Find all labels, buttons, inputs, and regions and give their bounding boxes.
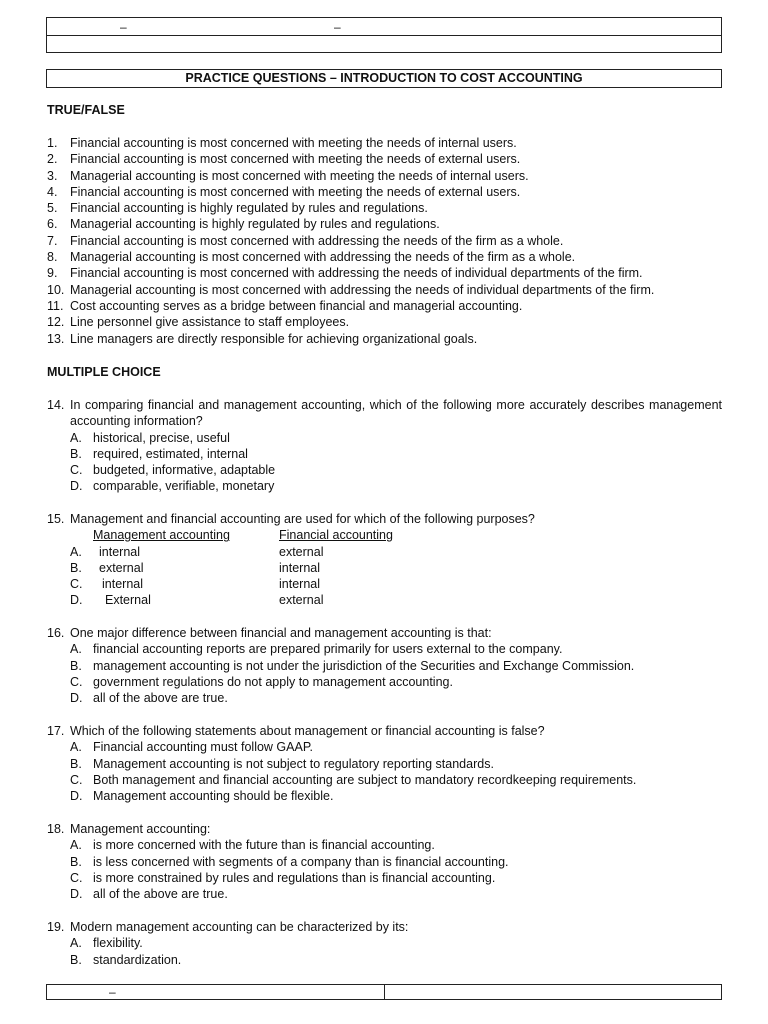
table-row bbox=[47, 544, 722, 560]
option-text: Financial accounting must follow GAAP. bbox=[93, 740, 314, 755]
question-text: Which of the following statements about management or financial accounting is false? bbox=[70, 724, 545, 738]
header-row-top bbox=[46, 17, 722, 36]
item-number: 6. bbox=[47, 217, 58, 232]
option-text: standardization. bbox=[93, 952, 182, 967]
cell-management: External bbox=[105, 593, 151, 608]
option-c bbox=[47, 772, 722, 788]
option-letter: D. bbox=[70, 789, 83, 804]
item-text: Financial accounting is most concerned with meeting the needs of external users. bbox=[70, 184, 521, 199]
option-text: Management accounting should be flexible. bbox=[93, 789, 334, 804]
item-text: Managerial accounting is most concerned with addressing the needs of the firm as a whole. bbox=[70, 250, 576, 265]
option-letter: C. bbox=[70, 772, 83, 787]
option-text: required, estimated, internal bbox=[93, 446, 248, 461]
option-letter: C. bbox=[70, 674, 83, 689]
item-text: Financial accounting is most concerned with meeting the needs of internal users. bbox=[70, 136, 517, 150]
question-text: In comparing financial and management accounting, which of the following more accurately describes management accounting information? bbox=[70, 398, 722, 429]
page-title: PRACTICE QUESTIONS – INTRODUCTION TO COST ACCOUNTING bbox=[46, 69, 722, 88]
option-a bbox=[47, 935, 722, 951]
option-a bbox=[47, 641, 722, 657]
item-number: 10. bbox=[47, 282, 65, 297]
question-number: 18. bbox=[47, 822, 65, 836]
item-text: Financial accounting is highly regulated by rules and regulations. bbox=[70, 201, 428, 216]
item-text: Cost accounting serves as a bridge between financial and managerial accounting. bbox=[70, 298, 523, 313]
item-number: 13. bbox=[47, 331, 65, 346]
item-number: 2. bbox=[47, 152, 58, 167]
option-a bbox=[47, 739, 722, 755]
item-text: Line personnel give assistance to staff employees. bbox=[70, 315, 350, 330]
table-row bbox=[47, 576, 722, 592]
item-number: 11. bbox=[47, 298, 64, 313]
cell-financial: external bbox=[279, 593, 324, 608]
list-item bbox=[47, 168, 722, 184]
item-number: 1. bbox=[47, 136, 58, 150]
option-d bbox=[47, 788, 722, 804]
footer-cell-right bbox=[384, 984, 722, 1000]
item-text: Financial accounting is most concerned with meeting the needs of external users. bbox=[70, 152, 521, 167]
option-text: all of the above are true. bbox=[93, 691, 228, 706]
column-header-management bbox=[93, 527, 279, 543]
cell-financial: internal bbox=[279, 560, 320, 575]
question-number: 16. bbox=[47, 626, 65, 640]
option-c bbox=[47, 674, 722, 690]
option-letter: D. bbox=[70, 887, 83, 902]
option-text: comparable, verifiable, monetary bbox=[93, 479, 275, 494]
option-d bbox=[47, 690, 722, 706]
question-14 bbox=[47, 397, 722, 495]
option-b bbox=[47, 854, 722, 870]
option-c bbox=[47, 462, 722, 478]
cell-management: internal bbox=[99, 544, 140, 559]
item-text: Line managers are directly responsible for achieving organizational goals. bbox=[70, 331, 478, 346]
option-letter: B. bbox=[70, 658, 82, 673]
cell-financial: external bbox=[279, 544, 324, 559]
column-header-financial: Financial accounting bbox=[279, 528, 393, 543]
option-text: historical, precise, useful bbox=[93, 430, 230, 445]
option-d bbox=[47, 478, 722, 494]
list-item bbox=[47, 233, 722, 249]
option-letter: A. bbox=[70, 544, 82, 559]
question-17 bbox=[47, 723, 722, 804]
option-letter: A. bbox=[70, 430, 82, 445]
question-text: One major difference between financial and management accounting is that: bbox=[70, 626, 492, 640]
item-text: Managerial accounting is highly regulated by rules and regulations. bbox=[70, 217, 440, 232]
question-19 bbox=[47, 919, 722, 968]
column-header-text: Management accounting bbox=[93, 528, 230, 543]
option-b bbox=[47, 658, 722, 674]
item-number: 12. bbox=[47, 315, 65, 330]
option-letter: B. bbox=[70, 952, 82, 967]
section-heading-multiple-choice: MULTIPLE CHOICE bbox=[47, 365, 161, 379]
list-item bbox=[47, 331, 722, 347]
option-letter: A. bbox=[70, 642, 82, 657]
option-b bbox=[47, 756, 722, 772]
question-number: 19. bbox=[47, 920, 65, 934]
list-item bbox=[47, 249, 722, 265]
question-number: 17. bbox=[47, 724, 65, 738]
cell-financial: internal bbox=[279, 577, 320, 592]
item-text: Managerial accounting is most concerned with addressing the needs of individual departments of the firm. bbox=[70, 282, 655, 297]
item-number: 9. bbox=[47, 266, 58, 281]
cell-management: internal bbox=[102, 577, 143, 592]
option-b bbox=[47, 446, 722, 462]
option-text: budgeted, informative, adaptable bbox=[93, 463, 276, 478]
question-number: 15. bbox=[47, 512, 65, 526]
option-letter: D. bbox=[70, 479, 83, 494]
item-number: 8. bbox=[47, 250, 58, 265]
item-number: 5. bbox=[47, 201, 58, 216]
section-heading-true-false: TRUE/FALSE bbox=[47, 103, 125, 117]
item-text: Financial accounting is most concerned with addressing the needs of the firm as a whole. bbox=[70, 233, 564, 248]
list-item bbox=[47, 184, 722, 200]
list-item bbox=[47, 298, 722, 314]
option-letter: A. bbox=[70, 936, 82, 951]
true-false-list bbox=[47, 135, 722, 347]
footer-cell-left bbox=[46, 984, 385, 1000]
option-letter: B. bbox=[70, 446, 82, 461]
item-number: 7. bbox=[47, 233, 58, 248]
option-text: is less concerned with segments of a company than is financial accounting. bbox=[93, 854, 509, 869]
question-text: Management and financial accounting are used for which of the following purposes? bbox=[70, 512, 535, 526]
footer-dash: – bbox=[109, 985, 116, 999]
question-15 bbox=[47, 511, 722, 609]
table-row bbox=[47, 592, 722, 608]
option-text: Management accounting is not subject to regulatory reporting standards. bbox=[93, 756, 494, 771]
list-item bbox=[47, 200, 722, 216]
option-letter: C. bbox=[70, 577, 83, 592]
header-dash-left: – bbox=[120, 20, 127, 34]
option-letter: C. bbox=[70, 870, 83, 885]
option-letter: D. bbox=[70, 593, 83, 608]
item-text: Financial accounting is most concerned with addressing the needs of individual departments of the firm. bbox=[70, 266, 643, 281]
option-letter: A. bbox=[70, 838, 82, 853]
option-letter: B. bbox=[70, 756, 82, 771]
option-text: Both management and financial accounting are subject to mandatory recordkeeping requirements. bbox=[93, 772, 637, 787]
list-item bbox=[47, 265, 722, 281]
option-text: management accounting is not under the jurisdiction of the Securities and Exchange Commission. bbox=[93, 658, 635, 673]
option-letter: B. bbox=[70, 854, 82, 869]
option-letter: B. bbox=[70, 560, 82, 575]
option-d bbox=[47, 886, 722, 902]
answer-table-header bbox=[47, 527, 722, 543]
list-item bbox=[47, 216, 722, 232]
cell-management: external bbox=[99, 560, 144, 575]
item-number: 3. bbox=[47, 168, 58, 183]
question-text: Modern management accounting can be characterized by its: bbox=[70, 920, 409, 934]
option-a bbox=[47, 837, 722, 853]
list-item bbox=[47, 135, 722, 151]
option-text: is more concerned with the future than is financial accounting. bbox=[93, 838, 435, 853]
option-letter: C. bbox=[70, 463, 83, 478]
question-text: Management accounting: bbox=[70, 822, 211, 836]
item-text: Managerial accounting is most concerned with meeting the needs of internal users. bbox=[70, 168, 529, 183]
option-b bbox=[47, 952, 722, 968]
list-item bbox=[47, 314, 722, 330]
option-text: government regulations do not apply to management accounting. bbox=[93, 674, 453, 689]
option-text: financial accounting reports are prepared primarily for users external to the company. bbox=[93, 642, 563, 657]
option-text: flexibility. bbox=[93, 936, 143, 951]
table-row bbox=[47, 560, 722, 576]
list-item bbox=[47, 151, 722, 167]
option-a bbox=[47, 430, 722, 446]
list-item bbox=[47, 282, 722, 298]
question-18 bbox=[47, 821, 722, 902]
option-text: is more constrained by rules and regulations than is financial accounting. bbox=[93, 870, 496, 885]
question-16 bbox=[47, 625, 722, 706]
header-dash-right: – bbox=[334, 20, 341, 34]
option-text: all of the above are true. bbox=[93, 887, 228, 902]
option-letter: D. bbox=[70, 691, 83, 706]
question-number: 14. bbox=[47, 398, 65, 412]
header-row-bottom bbox=[46, 35, 722, 53]
option-letter: A. bbox=[70, 740, 82, 755]
item-number: 4. bbox=[47, 184, 58, 199]
option-c bbox=[47, 870, 722, 886]
